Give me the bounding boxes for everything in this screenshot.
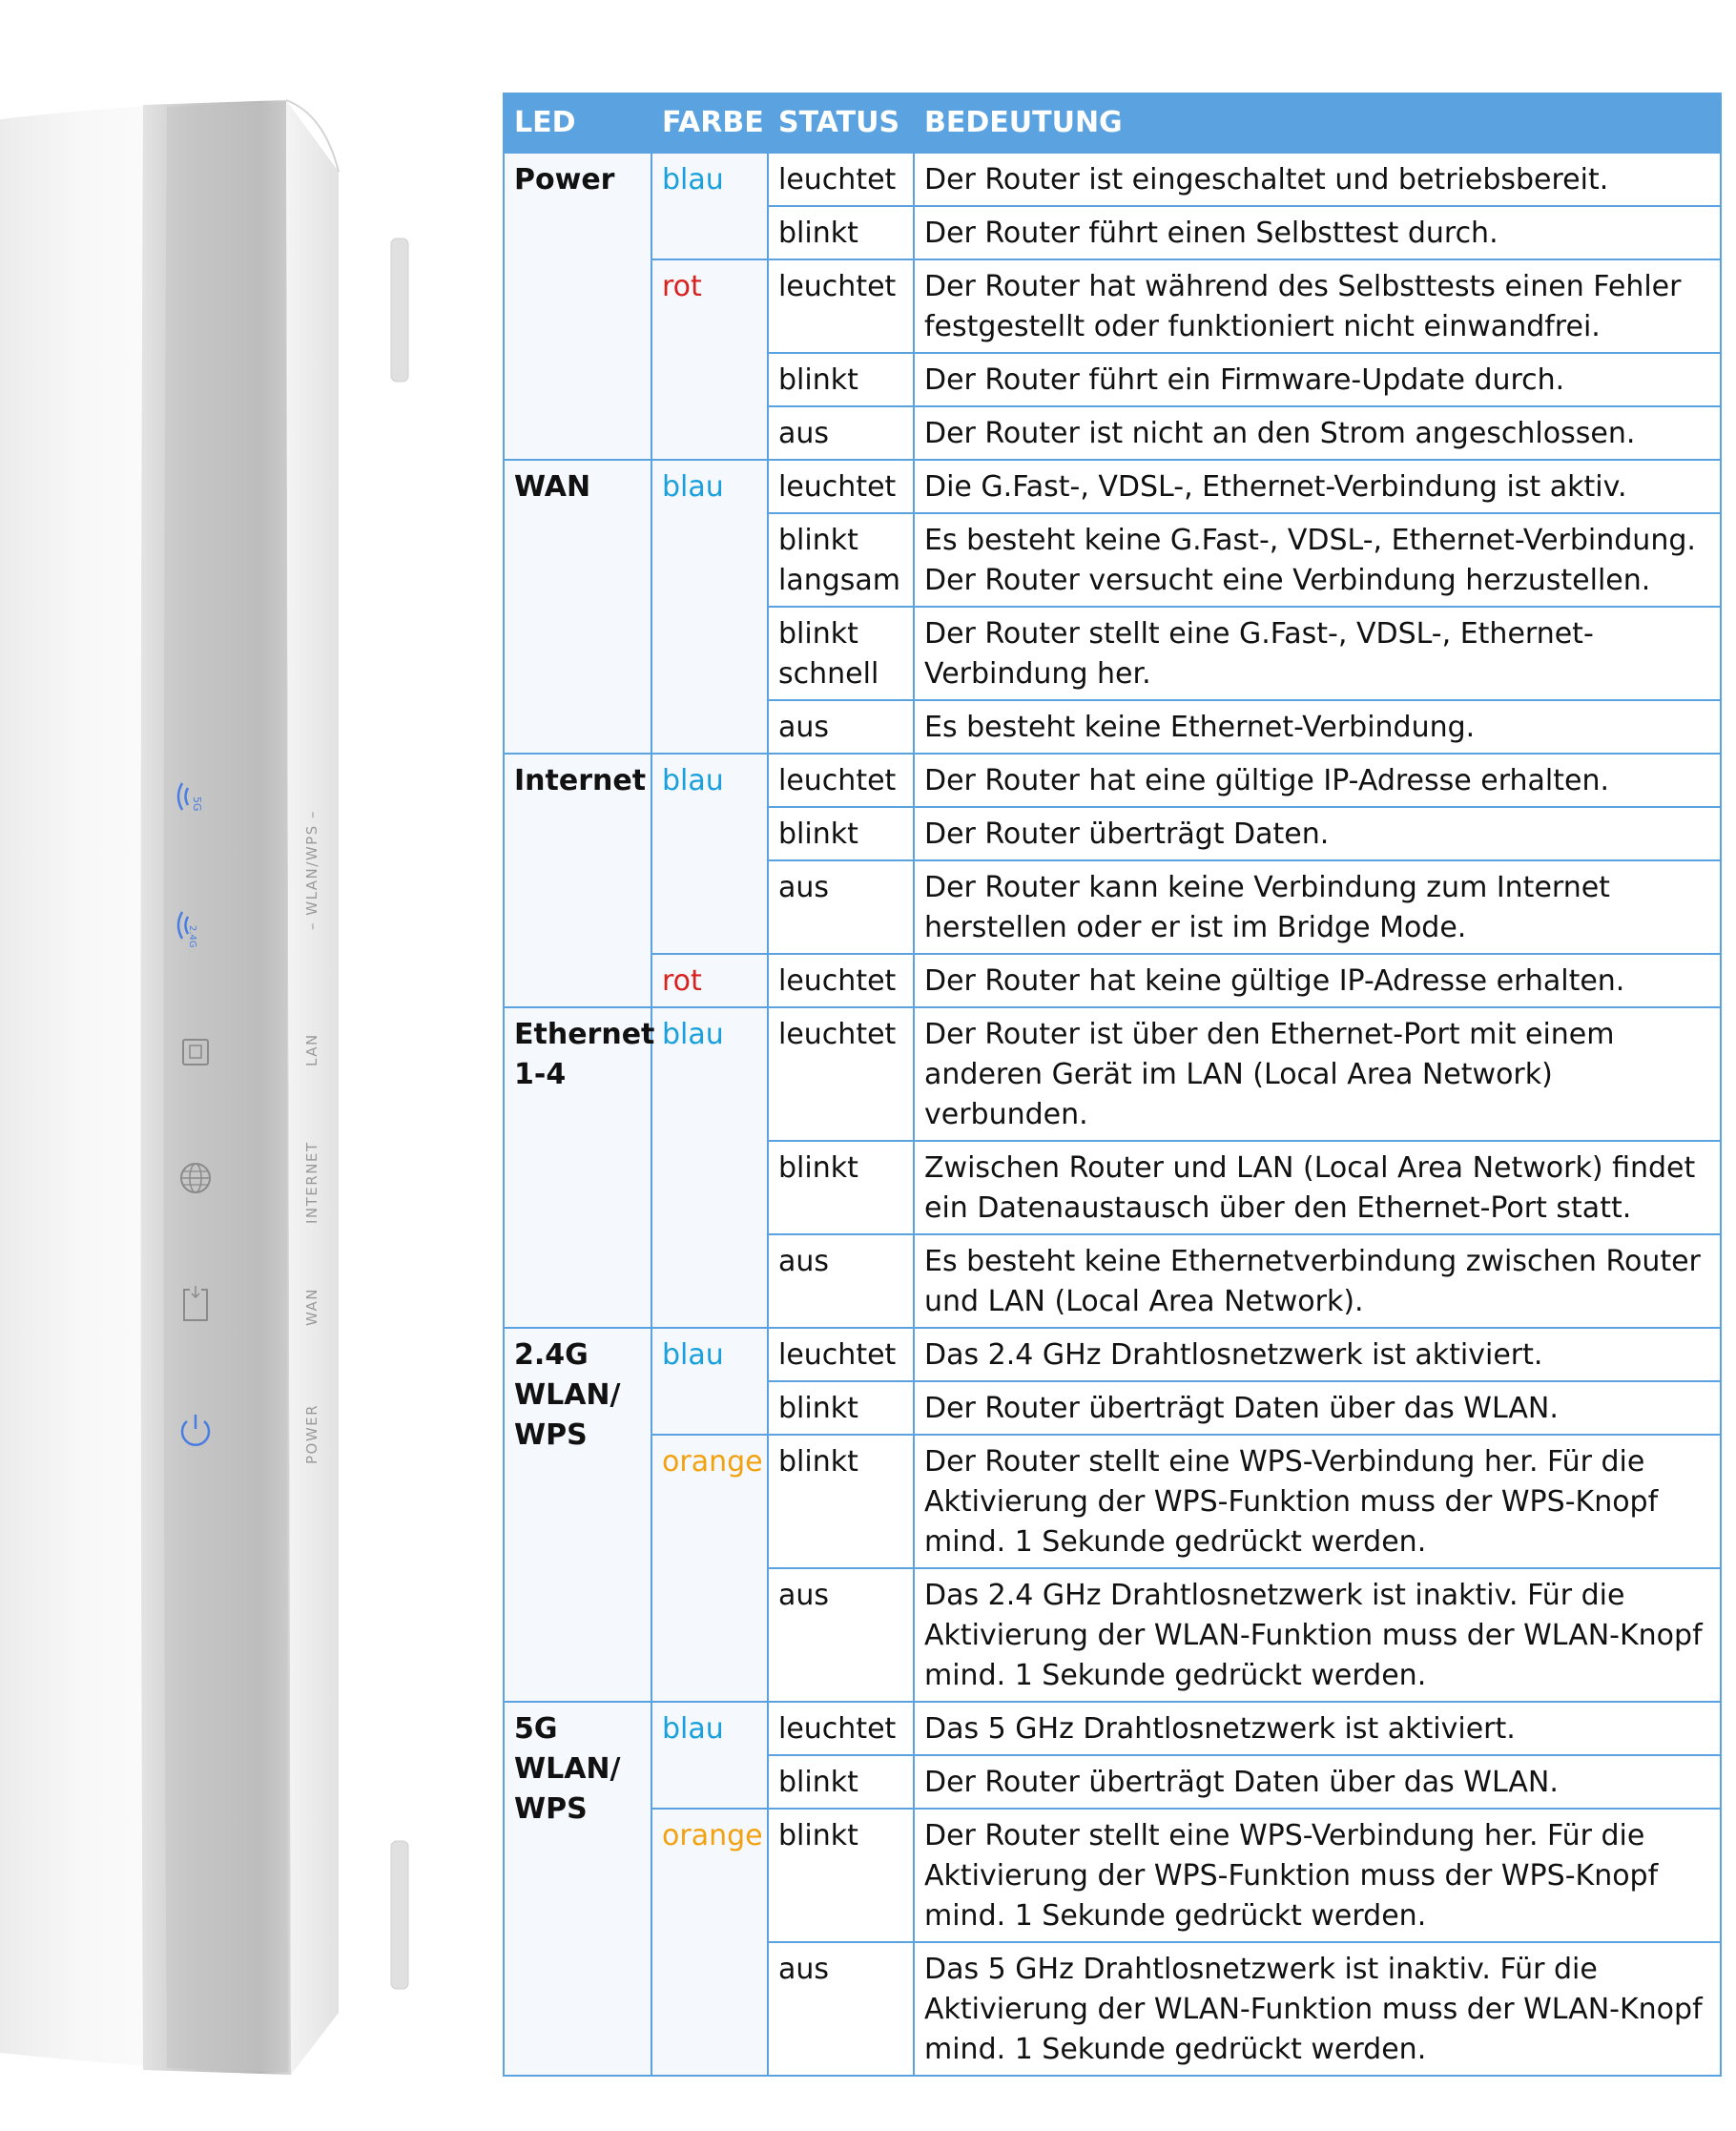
led-meaning: Der Router hat keine gültige IP-Adresse erhalten. <box>914 954 1721 1007</box>
led-color: orange <box>651 1435 768 1702</box>
table-row <box>504 1007 1721 1141</box>
led-color: blau <box>651 1702 768 1809</box>
wifi-5g-label: 5G <box>191 797 203 812</box>
led-meaning: Der Router stellt eine WPS-Verbindung her. Für die Aktivierung der WPS-Funktion muss der WPS-Knopf mind. 1 Sekunde gedrückt werden. <box>914 1435 1721 1568</box>
led-name: Ethernet 1-4 <box>504 1007 651 1328</box>
led-name: Power <box>504 153 651 460</box>
led-meaning: Das 5 GHz Drahtlosnetzwerk ist inaktiv. Für die Aktivierung der WLAN-Funktion muss der WLAN-Knopf mind. 1 Sekunde gedrückt werden. <box>914 1942 1721 2076</box>
led-meaning: Es besteht keine G.Fast-, VDSL-, Ethernet-Verbindung. Der Router versucht eine Verbindung herzustellen. <box>914 513 1721 607</box>
label-lan: LAN <box>303 1033 320 1066</box>
led-meaning: Der Router stellt eine WPS-Verbindung her. Für die Aktivierung der WPS-Funktion muss der WPS-Knopf mind. 1 Sekunde gedrückt werden. <box>914 1809 1721 1942</box>
led-meaning: Der Router ist eingeschaltet und betriebsbereit. <box>914 153 1721 206</box>
led-status: blinkt <box>768 1381 914 1435</box>
led-meaning: Der Router ist nicht an den Strom angeschlossen. <box>914 406 1721 460</box>
header-farbe: FARBE <box>651 93 768 153</box>
label-power: POWER <box>303 1403 320 1464</box>
led-status: leuchtet <box>768 460 914 513</box>
led-name: 5G WLAN/ WPS <box>504 1702 651 2076</box>
led-meaning: Das 2.4 GHz Drahtlosnetzwerk ist inaktiv. Für die Aktivierung der WLAN-Funktion muss der WLAN-Knopf mind. 1 Sekunde gedrückt werden. <box>914 1568 1721 1702</box>
led-meaning: Das 2.4 GHz Drahtlosnetzwerk ist aktiviert. <box>914 1328 1721 1381</box>
led-meaning: Der Router hat eine gültige IP-Adresse erhalten. <box>914 754 1721 807</box>
table-row <box>504 1435 1721 1568</box>
label-internet: INTERNET <box>303 1141 320 1224</box>
label-wlan-wps: – WLAN/WPS – <box>303 809 320 930</box>
led-status: aus <box>768 860 914 954</box>
led-meaning: Der Router stellt eine G.Fast-, VDSL-, Ethernet-Verbindung her. <box>914 607 1721 700</box>
led-name: Internet <box>504 754 651 1007</box>
led-meaning: Der Router kann keine Verbindung zum Internet herstellen oder er ist im Bridge Mode. <box>914 860 1721 954</box>
led-status: aus <box>768 406 914 460</box>
led-name: 2.4G WLAN/ WPS <box>504 1328 651 1702</box>
led-meaning: Das 5 GHz Drahtlosnetzwerk ist aktiviert. <box>914 1702 1721 1755</box>
led-color: blau <box>651 1328 768 1435</box>
led-status: leuchtet <box>768 954 914 1007</box>
led-meaning: Der Router überträgt Daten. <box>914 807 1721 860</box>
led-status: blinkt <box>768 807 914 860</box>
table-row <box>504 954 1721 1007</box>
led-color: rot <box>651 954 768 1007</box>
led-status: blinkt <box>768 206 914 259</box>
led-status: aus <box>768 1568 914 1702</box>
led-meaning: Es besteht keine Ethernet-Verbindung. <box>914 700 1721 754</box>
led-status: aus <box>768 1942 914 2076</box>
led-meaning: Die G.Fast-, VDSL-, Ethernet-Verbindung ist aktiv. <box>914 460 1721 513</box>
led-status: blinkt <box>768 353 914 406</box>
led-status-table <box>503 93 1722 2077</box>
led-status: blinkt <box>768 1809 914 1942</box>
table-row <box>504 1328 1721 1381</box>
led-status: blinkt langsam <box>768 513 914 607</box>
led-meaning: Der Router überträgt Daten über das WLAN. <box>914 1381 1721 1435</box>
router-foot-bottom <box>391 1841 408 1989</box>
label-wan: WAN <box>303 1288 320 1326</box>
led-status: aus <box>768 1234 914 1328</box>
header-status: STATUS <box>768 93 914 153</box>
led-status: leuchtet <box>768 1007 914 1141</box>
table-row <box>504 259 1721 353</box>
led-meaning: Der Router ist über den Ethernet-Port mit einem anderen Gerät im LAN (Local Area Network) verbunden. <box>914 1007 1721 1141</box>
table-row <box>504 1809 1721 1942</box>
led-status: blinkt <box>768 1141 914 1234</box>
led-meaning: Der Router überträgt Daten über das WLAN. <box>914 1755 1721 1809</box>
led-color: blau <box>651 460 768 754</box>
led-status: leuchtet <box>768 259 914 353</box>
router-side <box>286 100 339 2075</box>
led-meaning: Der Router führt einen Selbsttest durch. <box>914 206 1721 259</box>
led-color: rot <box>651 259 768 460</box>
led-status: blinkt schnell <box>768 607 914 700</box>
table-header-row <box>504 93 1721 153</box>
led-status: leuchtet <box>768 153 914 206</box>
led-status: leuchtet <box>768 1702 914 1755</box>
led-status: blinkt <box>768 1435 914 1568</box>
led-color: blau <box>651 153 768 259</box>
led-meaning: Zwischen Router und LAN (Local Area Network) findet ein Datenaustausch über den Ethernet-Port statt. <box>914 1141 1721 1234</box>
table-row <box>504 153 1721 206</box>
header-bedeutung: BEDEUTUNG <box>914 93 1721 153</box>
led-color: orange <box>651 1809 768 2076</box>
led-meaning: Der Router hat während des Selbsttests einen Fehler festgestellt oder funktioniert nicht einwandfrei. <box>914 259 1721 353</box>
led-status: leuchtet <box>768 754 914 807</box>
led-color: blau <box>651 754 768 954</box>
table-row <box>504 1702 1721 1755</box>
table-row <box>504 460 1721 513</box>
led-color: blau <box>651 1007 768 1328</box>
led-meaning: Der Router führt ein Firmware-Update durch. <box>914 353 1721 406</box>
wifi-24g-label: 2.4G <box>187 925 197 948</box>
router-illustration <box>0 0 477 2131</box>
led-meaning: Es besteht keine Ethernetverbindung zwischen Router und LAN (Local Area Network). <box>914 1234 1721 1328</box>
led-status: aus <box>768 700 914 754</box>
led-status: leuchtet <box>768 1328 914 1381</box>
header-led: LED <box>504 93 651 153</box>
router-foot-top <box>391 238 408 382</box>
led-status: blinkt <box>768 1755 914 1809</box>
led-name: WAN <box>504 460 651 754</box>
table-row <box>504 754 1721 807</box>
